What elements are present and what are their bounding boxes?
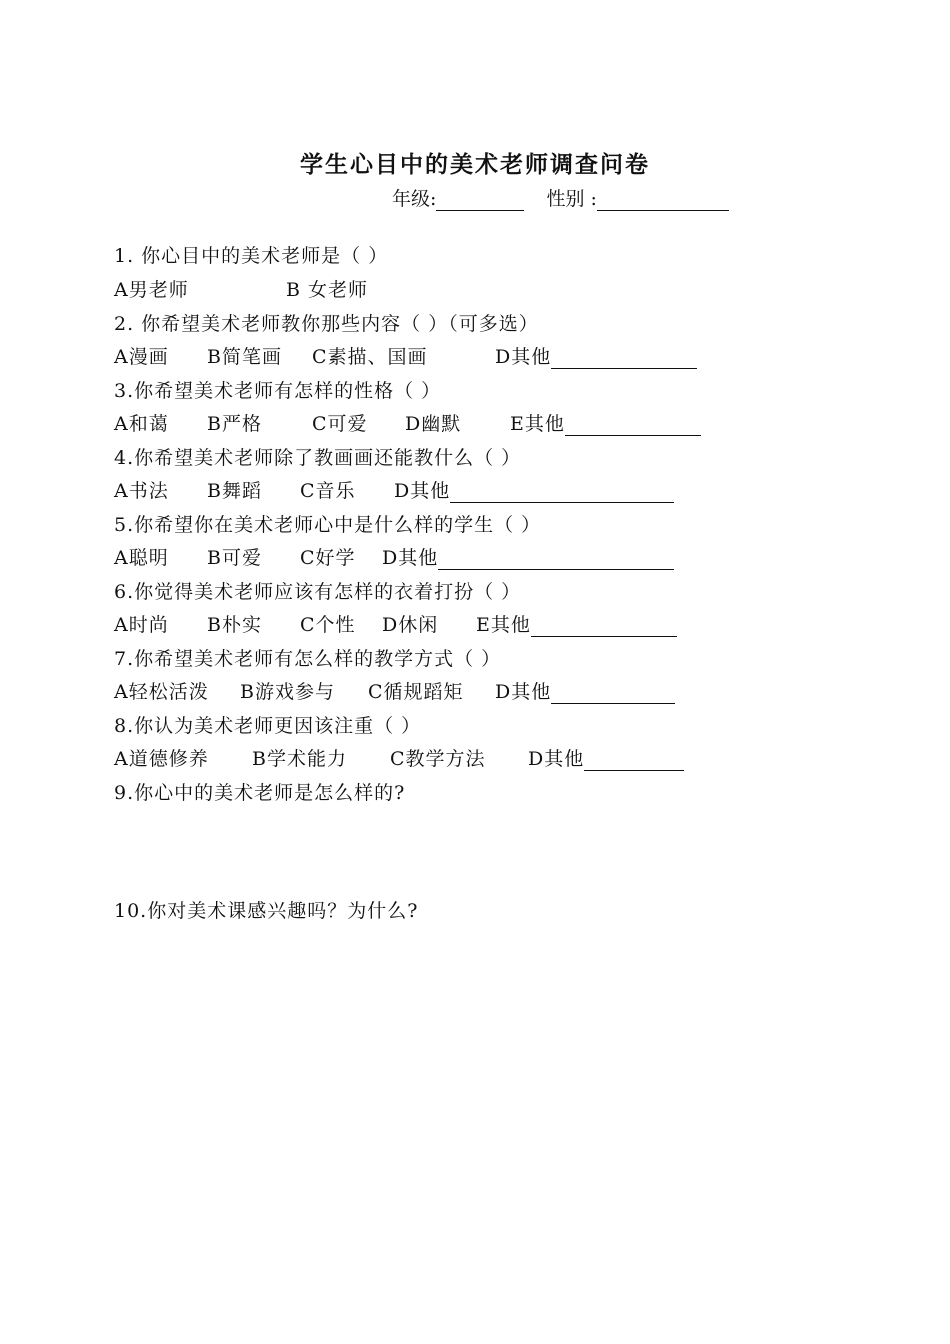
option-6b[interactable]: B朴实 (207, 614, 262, 636)
question-7: 7.你希望美术老师有怎么样的教学方式（ ） (114, 648, 502, 670)
option-7d[interactable] (495, 677, 675, 704)
options-2 (114, 342, 734, 366)
option-2c[interactable]: C素描、国画 (312, 346, 428, 368)
option-3e-label: E其他 (510, 413, 565, 435)
option-3a[interactable]: A和蔼 (114, 413, 169, 435)
question-10: 10.你对美术课感兴趣吗？为什么? (114, 900, 419, 922)
option-8d-label: D其他 (528, 748, 585, 770)
option-7c[interactable]: C循规蹈矩 (368, 681, 464, 703)
option-7b[interactable]: B游戏参与 (240, 681, 335, 703)
grade-label: 年级: (392, 188, 437, 210)
option-2b[interactable]: B简笔画 (207, 346, 282, 368)
answer-blank[interactable] (551, 683, 675, 704)
option-5c[interactable]: C好学 (300, 547, 356, 569)
option-4c[interactable]: C音乐 (300, 480, 356, 502)
respondent-info (392, 184, 729, 211)
options-4 (114, 476, 734, 500)
grade-blank[interactable] (436, 190, 524, 211)
option-6c[interactable]: C个性 (300, 614, 356, 636)
question-3: 3.你希望美术老师有怎样的性格（ ） (114, 380, 442, 402)
option-7d-label: D其他 (495, 681, 552, 703)
option-5a[interactable]: A聪明 (114, 547, 169, 569)
option-4d-label: D其他 (394, 480, 451, 502)
option-4d[interactable] (394, 476, 674, 503)
answer-blank[interactable] (438, 549, 674, 570)
option-8b[interactable]: B学术能力 (252, 748, 347, 770)
option-6e[interactable] (476, 610, 677, 637)
question-6: 6.你觉得美术老师应该有怎样的衣着打扮（ ） (114, 581, 522, 603)
option-4a[interactable]: A书法 (114, 480, 169, 502)
option-5d[interactable] (382, 543, 674, 570)
option-8d[interactable] (528, 744, 684, 771)
answer-blank[interactable] (565, 415, 701, 436)
question-1: 1. 你心目中的美术老师是（ ） (114, 245, 389, 267)
options-1 (114, 275, 714, 299)
question-9: 9.你心中的美术老师是怎么样的? (114, 782, 406, 804)
option-8c[interactable]: C教学方法 (390, 748, 486, 770)
answer-blank[interactable] (584, 750, 684, 771)
page-title: 学生心目中的美术老师调查问卷 (300, 151, 650, 178)
answer-blank[interactable] (551, 348, 697, 369)
option-1b[interactable]: B 女老师 (286, 279, 369, 301)
answer-blank[interactable] (450, 482, 674, 503)
options-7 (114, 677, 734, 701)
question-8: 8.你认为美术老师更因该注重（ ） (114, 715, 422, 737)
gender-blank[interactable] (597, 190, 729, 211)
option-5b[interactable]: B可爱 (207, 547, 262, 569)
option-4b[interactable]: B舞蹈 (207, 480, 262, 502)
option-8a[interactable]: A道德修养 (114, 748, 209, 770)
options-5 (114, 543, 734, 567)
gender-label: 性别 : (546, 188, 597, 210)
options-6 (114, 610, 734, 634)
option-3e[interactable] (510, 409, 701, 436)
question-4: 4.你希望美术老师除了教画画还能教什么（ ） (114, 447, 522, 469)
options-3 (114, 409, 734, 433)
option-6d[interactable]: D休闲 (382, 614, 439, 636)
options-8 (114, 744, 734, 768)
option-2d-label: D其他 (495, 346, 552, 368)
option-6a[interactable]: A时尚 (114, 614, 169, 636)
option-3c[interactable]: C可爱 (312, 413, 368, 435)
option-7a[interactable]: A轻松活泼 (114, 681, 209, 703)
option-1a[interactable]: A男老师 (114, 279, 189, 301)
question-5: 5.你希望你在美术老师心中是什么样的学生（ ） (114, 514, 542, 536)
question-2: 2. 你希望美术老师教你那些内容（ ）（可多选） (114, 313, 539, 335)
option-6e-label: E其他 (476, 614, 531, 636)
option-2d[interactable] (495, 342, 697, 369)
option-2a[interactable]: A漫画 (114, 346, 169, 368)
option-3b[interactable]: B严格 (207, 413, 262, 435)
option-5d-label: D其他 (382, 547, 439, 569)
answer-blank[interactable] (531, 616, 677, 637)
option-3d[interactable]: D幽默 (405, 413, 462, 435)
